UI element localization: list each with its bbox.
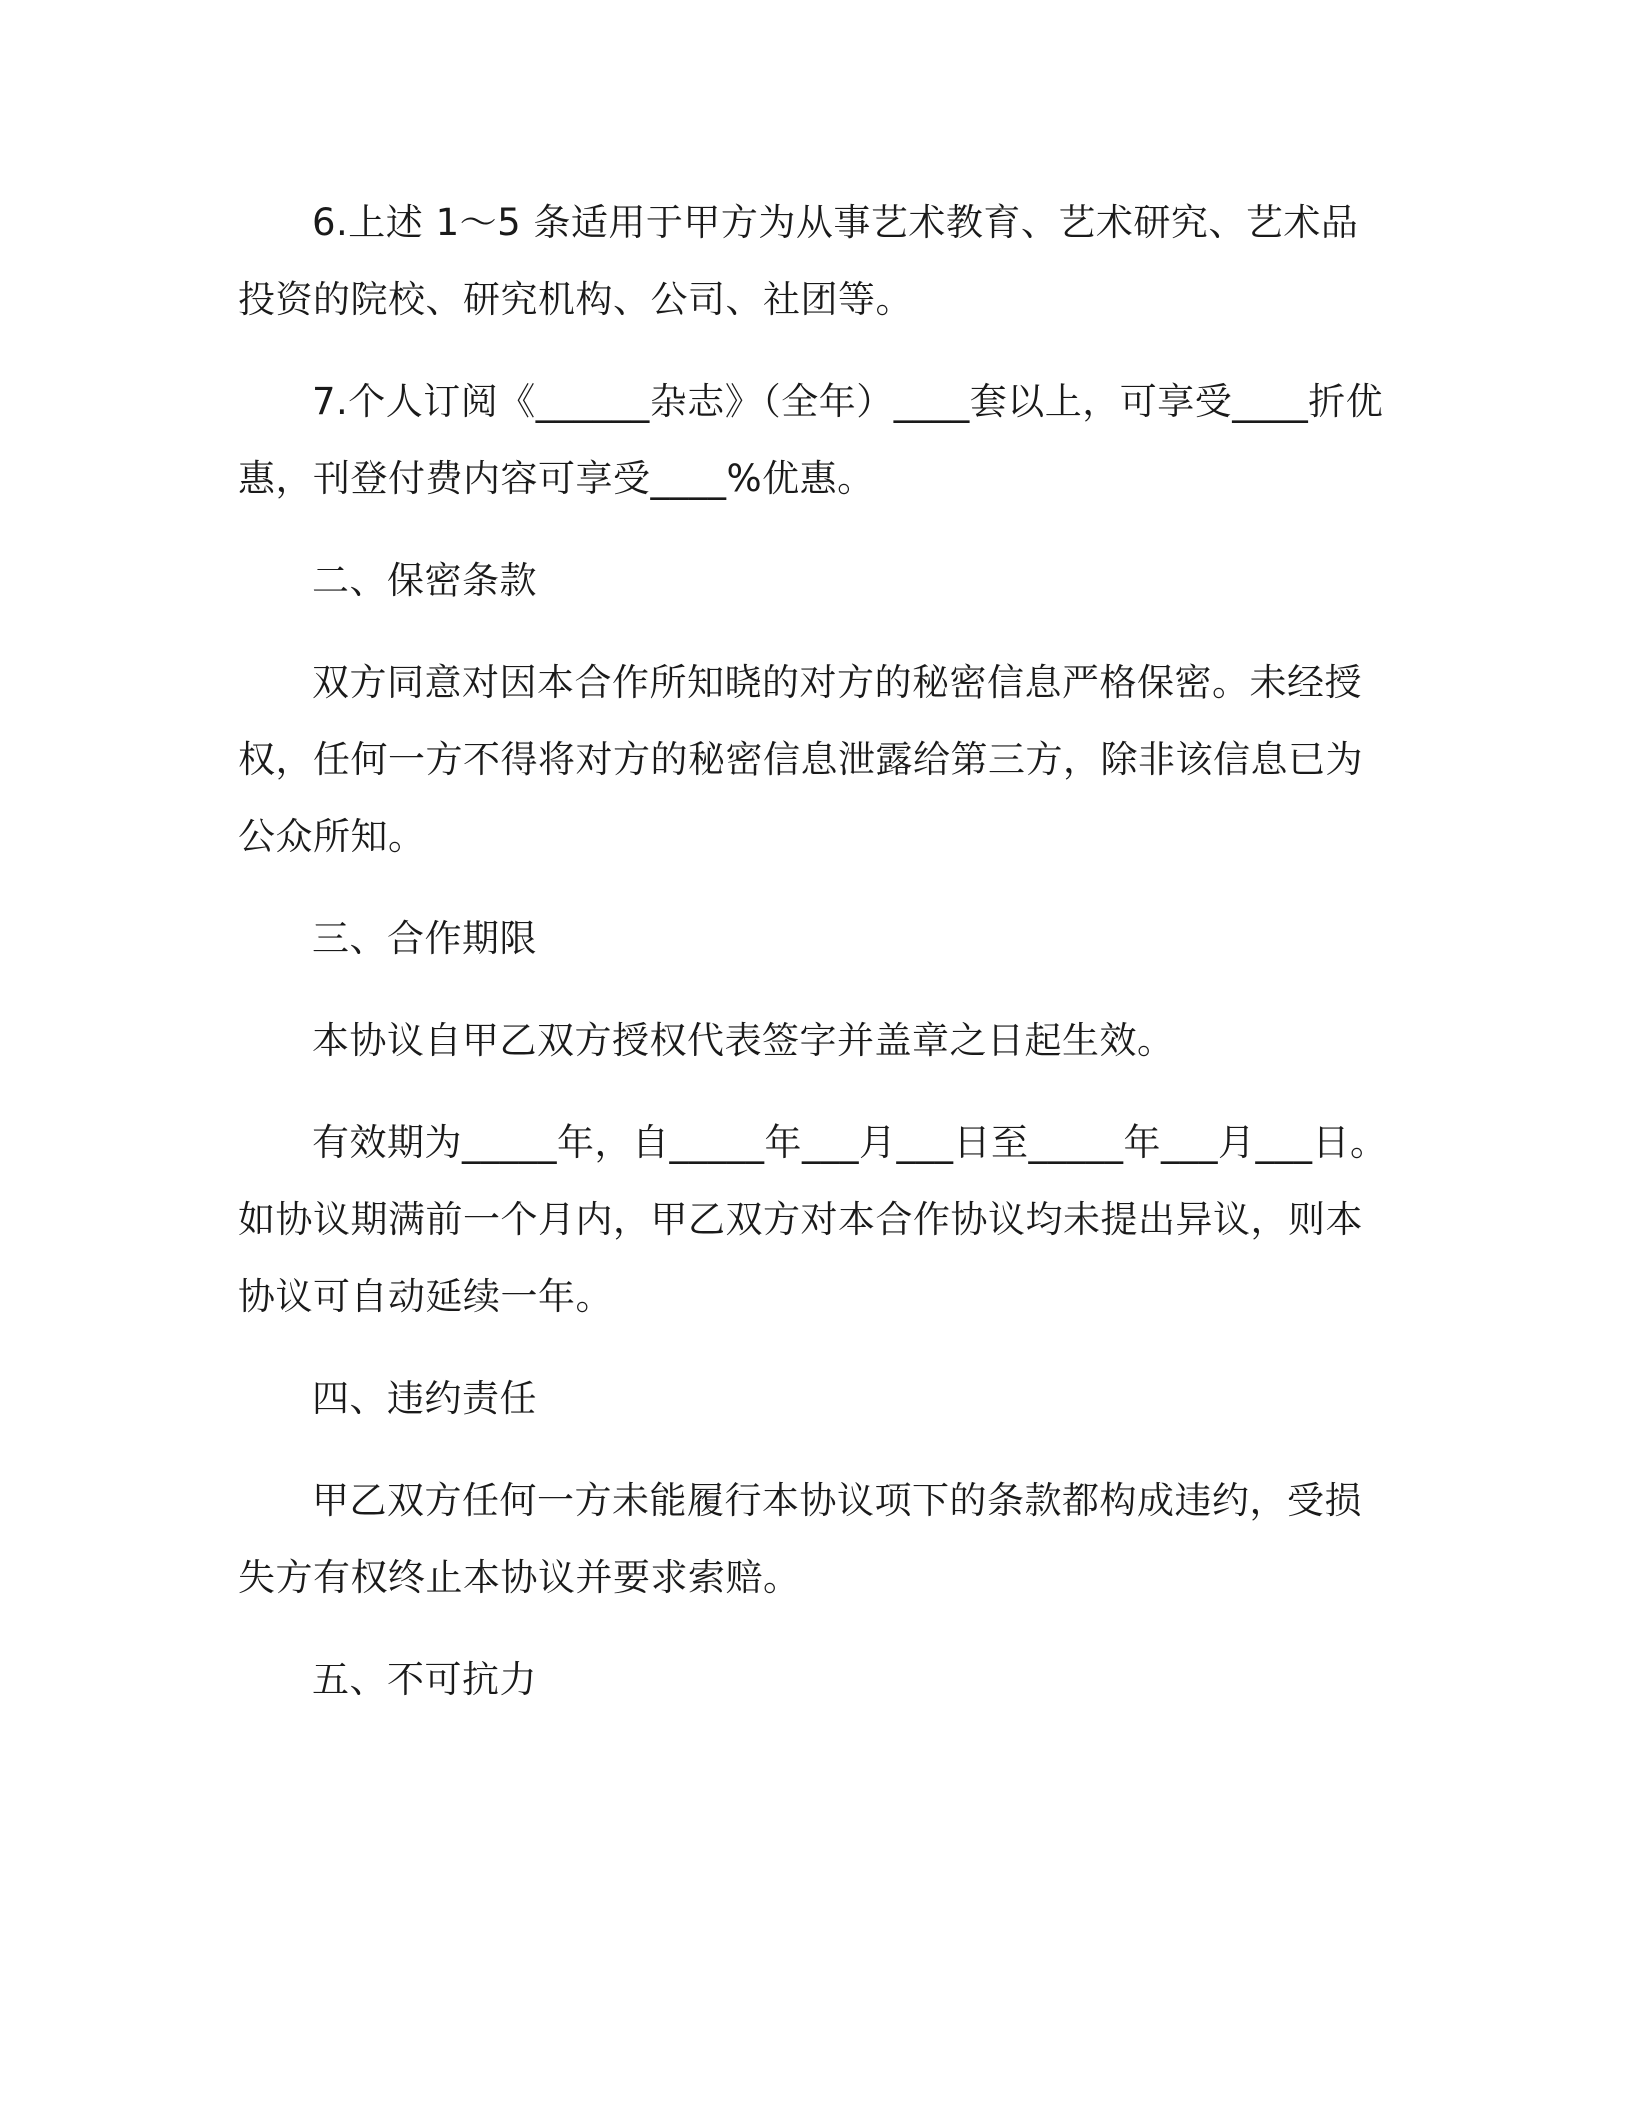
- section-heading-force-majeure: 五、不可抗力: [312, 1658, 537, 1701]
- clause-6-paragraph: 6.上述 1～5 条适用于甲方为从事艺术教育、艺术研究、艺术品投资的院校、研究机构、公司、社团等。: [238, 201, 1359, 321]
- document-body: [238, 184, 1388, 1743]
- section-heading-term: 三、合作期限: [312, 917, 537, 960]
- section-heading-confidentiality: 二、保密条款: [312, 559, 537, 602]
- section-heading-breach: 四、违约责任: [312, 1377, 537, 1420]
- confidentiality-paragraph: 双方同意对因本合作所知晓的对方的秘密信息严格保密。未经授权，任何一方不得将对方的秘密信息泄露给第三方，除非该信息已为公众所知。: [238, 661, 1363, 858]
- breach-paragraph: 甲乙双方任何一方未能履行本协议项下的条款都构成违约，受损失方有权终止本协议并要求索赔。: [238, 1479, 1362, 1599]
- validity-period-paragraph: 有效期为_____年，自_____年___月___日至_____年___月___日。如协议期满前一个月内，甲乙双方对本合作协议均未提出异议，则本协议可自动延续一年。: [238, 1121, 1388, 1318]
- clause-7-paragraph: 7.个人订阅《______杂志》（全年）____套以上，可享受____折优惠，刊登付费内容可享受____%优惠。: [238, 380, 1384, 500]
- effective-date-paragraph: 本协议自甲乙双方授权代表签字并盖章之日起生效。: [312, 1019, 1175, 1062]
